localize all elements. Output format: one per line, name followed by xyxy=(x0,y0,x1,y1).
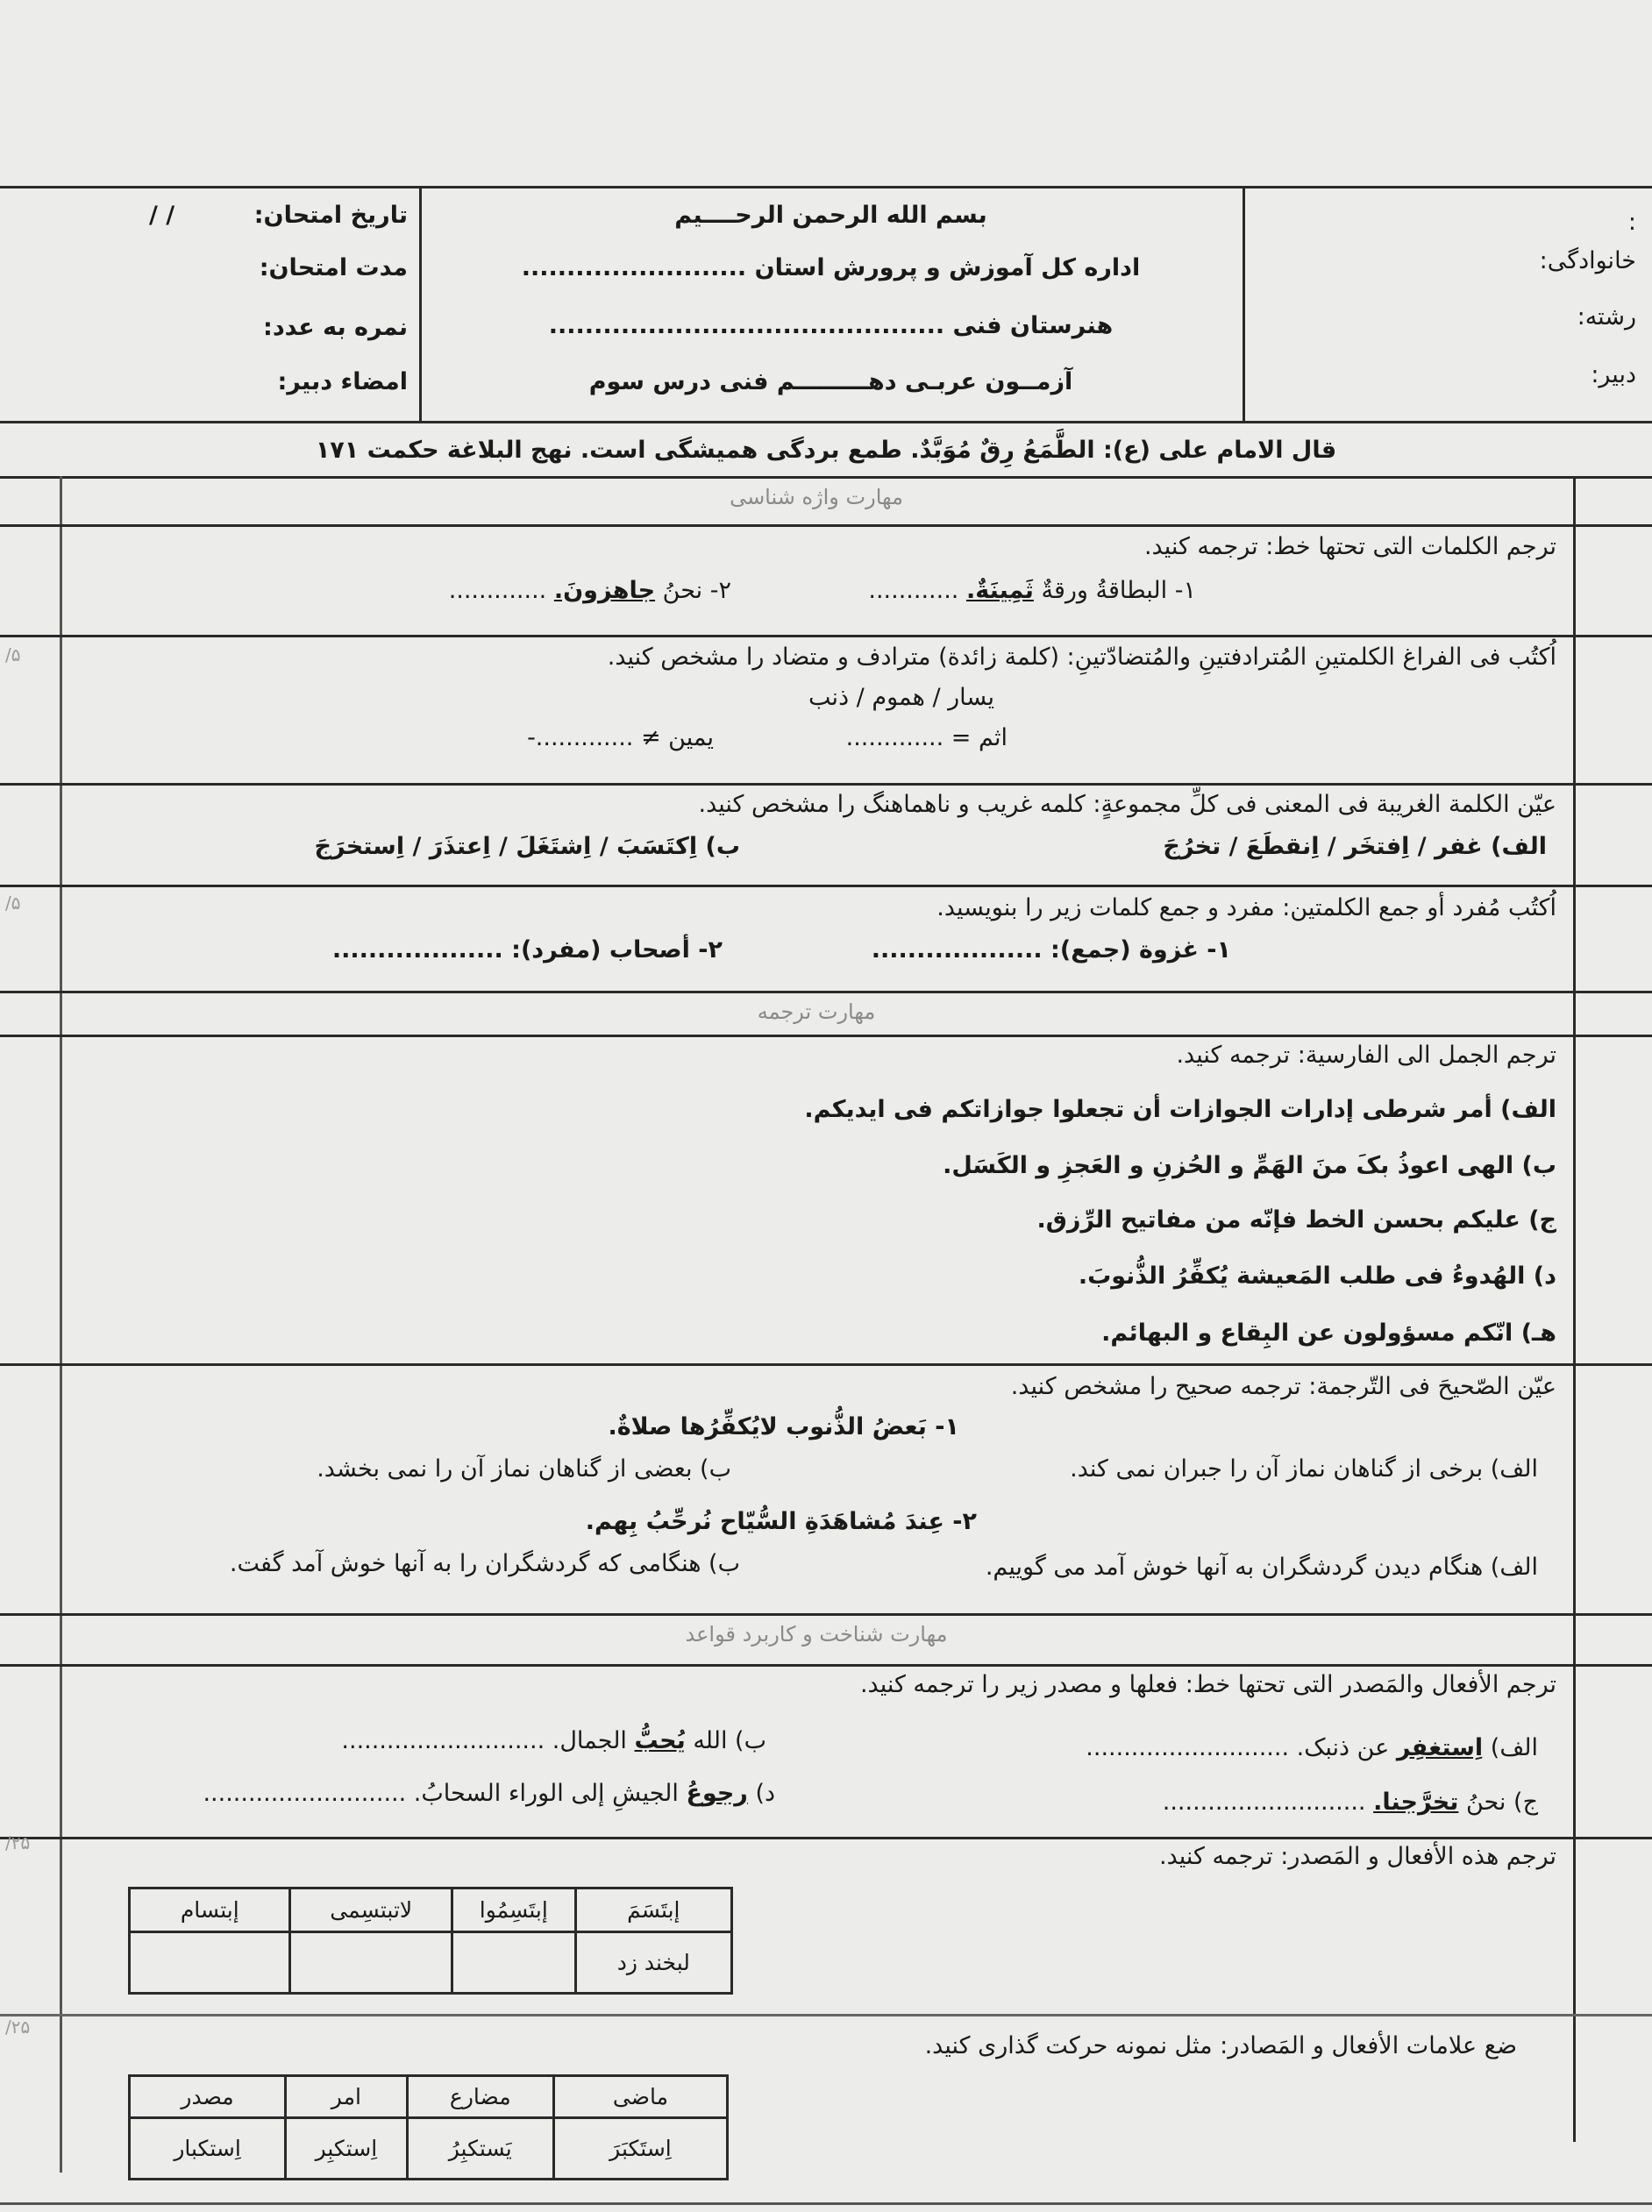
q9-answer-cell: اِستَکبَرَ xyxy=(553,2118,727,2180)
q5-sentence-a: الف) أمر شرطی إدارات الجوازات أن تجعلوا جوازاتکم فی ایدیکم. xyxy=(804,1096,1556,1123)
q8-answer-cell[interactable] xyxy=(130,1932,290,1994)
q9-header-cell: مضارع xyxy=(407,2076,553,2118)
header-top-border xyxy=(0,186,1652,188)
q7-item-c-word: تخرَّجنا. xyxy=(1373,1789,1459,1816)
q1-item2-word: جاهزونَ. xyxy=(553,577,656,604)
q6-option-2b[interactable]: ب) هنگامی که گردشگران را به آنها خوش آمد گفت. xyxy=(229,1550,740,1577)
q4-item2[interactable]: ۲- أصحاب (مفرد): ................... xyxy=(331,936,723,964)
row-divider-7 xyxy=(0,1363,1652,1366)
imam-quote: قال الامام علی (ع): الطَّمَعُ رِقٌ مُوَبَّدٌ. طمع بردگی همیشگی است. نهج البلاغة حکمت ۱۷۱ xyxy=(315,437,1337,464)
q7-item-d-post[interactable]: الجیشِ إلی الوراء السحابُ. ........................... xyxy=(203,1780,679,1807)
q9-table xyxy=(128,2074,729,2180)
q7-item-b-word: یُحبُّ xyxy=(634,1727,686,1754)
q5-sentence-e: هـ) انّکم مسؤولون عن البِقاع و البهائم. xyxy=(1101,1319,1556,1347)
q9-answer-cell: یَستکبِرُ xyxy=(407,2118,553,2180)
q8-score-mark: /۲۵ xyxy=(5,1832,31,1853)
section-vocab-title: مهارت واژه شناسی xyxy=(730,485,903,509)
q2-words: یسار / هموم / ذنب xyxy=(808,684,994,711)
row-divider-3 xyxy=(0,783,1652,786)
q5-instruction: ترجم الجمل الی الفارسیة: ترجمه کنید. xyxy=(1176,1042,1556,1069)
row-divider-4 xyxy=(0,885,1652,887)
q8-answer-cell[interactable] xyxy=(452,1932,575,1994)
q7-item-a xyxy=(1086,1734,1538,1762)
q4-score-mark: /۵ xyxy=(5,893,21,914)
q9-header-cell: امر xyxy=(286,2076,407,2118)
q4-instruction: اُکتُب مُفرد أو جمع الکلمتین: مفرد و جمع کلمات زیر را بنویسید. xyxy=(936,894,1556,921)
number-column-divider xyxy=(1573,476,1576,2142)
q8-header-cell: إبتَسِمُوا xyxy=(452,1888,575,1932)
q1-item1 xyxy=(868,577,1196,605)
q8-instruction: ترجم هذه الأفعال و المَصدر: ترجمه کنید. xyxy=(1159,1843,1556,1870)
q7-item-d-word: رجوعُ xyxy=(686,1780,748,1807)
row-divider-2 xyxy=(0,635,1652,637)
section-grammar-title: مهارت شناخت و کاربرد قواعد xyxy=(685,1622,948,1647)
directorate-line: اداره کل آموزش و پرورش استان ......................... xyxy=(521,254,1141,281)
section-translation-title: مهارت ترجمه xyxy=(757,999,876,1024)
header-major-label: رشته: xyxy=(1577,303,1636,331)
q6-sentence-1: ۱- بَعضُ الذُّنوب لایُکفِّرُها صلاةٌ. xyxy=(608,1413,959,1440)
grid-top-border xyxy=(0,476,1652,479)
q6-option-2a[interactable]: الف) هنگام دیدن گردشگران به آنها خوش آمد می گوییم. xyxy=(985,1554,1538,1581)
q9-header-cell: ماضی xyxy=(553,2076,727,2118)
q2-synonym[interactable]: اثم = ............. xyxy=(845,724,1008,751)
exam-title: آزمــون عربـی دهـــــــــم فنی درس سوم xyxy=(588,368,1073,395)
row-divider-10 xyxy=(0,1837,1652,1839)
q7-item-a-pre: الف) xyxy=(1490,1734,1538,1761)
q7-item-b-pre: ب) الله xyxy=(693,1727,766,1754)
q1-item2-text: ۲- نحنُ xyxy=(662,577,731,604)
q9-score-mark: /۲۵ xyxy=(5,2016,31,2038)
q2-antonym[interactable]: یمین ≠ .............- xyxy=(527,724,714,751)
q2-instruction: اُکتُب فی الفراغ الکلمتینِ المُترادفتینِ والمُتضادّتینِ: (کلمة زائدة) مترادف و متضاد را مشخص کنید. xyxy=(607,644,1556,671)
q3-group-b: ب) اِکتَسَبَ / اِشتَغَلَ / اِعتذَرَ / اِستخرَجَ xyxy=(314,833,740,860)
q8-header-cell: إبتسام xyxy=(130,1888,290,1932)
row-divider-8 xyxy=(0,1613,1652,1616)
score-digits-label: نمره به عدد: xyxy=(263,314,408,341)
header-bottom-border xyxy=(0,421,1652,423)
q1-item2 xyxy=(449,577,731,605)
q9-answer-cell: اِستکبار xyxy=(130,2118,286,2180)
q3-group-a: الف) غفر / اِفتخَر / اِنقطَعَ / تخرُجَ xyxy=(1163,833,1547,860)
q7-item-d xyxy=(203,1780,775,1808)
q5-sentence-b: ب) الهی اعوذُ بکَ منَ الهَمِّ و الحُزنِ و العَجزِ و الکَسَل. xyxy=(943,1152,1556,1179)
exam-duration-label: مدت امتحان: xyxy=(259,254,408,281)
school-line: هنرستان فنی ............................................ xyxy=(548,312,1114,339)
q6-instruction: عیّن الصّحیحَ فی التّرجمة: ترجمه صحیح را مشخص کنید. xyxy=(1010,1373,1556,1400)
sheet-bottom-border xyxy=(0,2202,1652,2205)
row-divider-6 xyxy=(0,1035,1652,1037)
q1-item2-blank[interactable]: ............. xyxy=(448,577,547,604)
q2-score-mark: /۵ xyxy=(5,644,21,665)
q6-option-1b[interactable]: ب) بعضی از گناهان نماز آن را نمی بخشد. xyxy=(317,1455,731,1483)
q7-item-b-post[interactable]: الجمال. ........................... xyxy=(341,1727,627,1754)
q1-instruction: ترجم الکلمات التی تحتها خط: ترجمه کنید. xyxy=(1143,533,1556,560)
q7-item-a-post[interactable]: عن ذنبک. ........................... xyxy=(1086,1734,1390,1761)
q8-header-cell: لاتبتسِمی xyxy=(290,1888,452,1932)
row-divider-9 xyxy=(0,1664,1652,1667)
q8-table xyxy=(128,1887,733,1995)
q8-answer-cell: لبخند زد xyxy=(575,1932,731,1994)
exam-date-value: / / xyxy=(149,202,175,229)
q1-item1-blank[interactable]: ............ xyxy=(868,577,959,604)
q3-instruction: عیّن الکلمة الغریبة فی المعنی فی کلِّ مجموعةٍ: کلمه غریب و ناهماهنگ را مشخص کنید. xyxy=(698,791,1556,818)
q6-sentence-2: ۲- عِندَ مُشاهَدَةِ السُّیّاح نُرحِّبُ بِهم. xyxy=(585,1508,977,1535)
header-family-label: خانوادگی: xyxy=(1539,247,1636,274)
teacher-signature-label: امضاء دبیر: xyxy=(277,368,408,395)
q8-header-cell: إبتَسَمَ xyxy=(575,1888,731,1932)
q5-sentence-d: د) الهُدوءُ فی طلب المَعیشة یُکفِّرُ الذُّنوبَ. xyxy=(1078,1262,1556,1290)
q1-item1-text: ۱- البطاقةُ ورقةٌ xyxy=(1041,577,1196,604)
header-divider-right xyxy=(1243,186,1245,423)
q5-sentence-c: ج) علیکم بحسن الخط فإنّه من مفاتیح الرِّزق. xyxy=(1036,1206,1556,1234)
header-teacher-label: دبیر: xyxy=(1591,361,1636,388)
q7-item-c xyxy=(1163,1789,1538,1817)
q9-header-cell: مصدر xyxy=(130,2076,286,2118)
basmala: بسم الله الرحمن الرحــــیم xyxy=(674,202,987,229)
row-divider-1 xyxy=(0,524,1652,527)
q7-item-c-pre: ج) نحنُ xyxy=(1465,1789,1538,1816)
q7-instruction: ترجم الأفعال والمَصدر التی تحتها خط: فعلها و مصدر زیر را ترجمه کنید. xyxy=(859,1671,1556,1698)
q6-option-1a[interactable]: الف) برخی از گناهان نماز آن را جبران نمی کند. xyxy=(1070,1455,1538,1483)
q1-item1-word: ثَمِينَةٌ. xyxy=(965,577,1034,604)
header-name-label: : xyxy=(1627,209,1636,236)
q8-answer-cell[interactable] xyxy=(290,1932,452,1994)
row-divider-5 xyxy=(0,991,1652,993)
q4-item1[interactable]: ۱- غزوة (جمع): ................... xyxy=(871,936,1231,964)
q7-item-c-post[interactable]: ........................... xyxy=(1162,1789,1366,1816)
q7-item-d-pre: د) xyxy=(755,1780,775,1807)
q9-answer-cell: اِستکبِر xyxy=(286,2118,407,2180)
q7-item-b xyxy=(341,1727,766,1755)
row-divider-11 xyxy=(0,2014,1652,2016)
q7-item-a-word: اِستغفِر xyxy=(1396,1734,1484,1761)
exam-date-label: تاریخ امتحان: xyxy=(253,202,408,229)
score-column-divider xyxy=(60,476,62,2173)
q9-instruction: ضع علامات الأفعال و المَصادر: مثل نمونه حرکت گذاری کنید. xyxy=(924,2032,1517,2059)
